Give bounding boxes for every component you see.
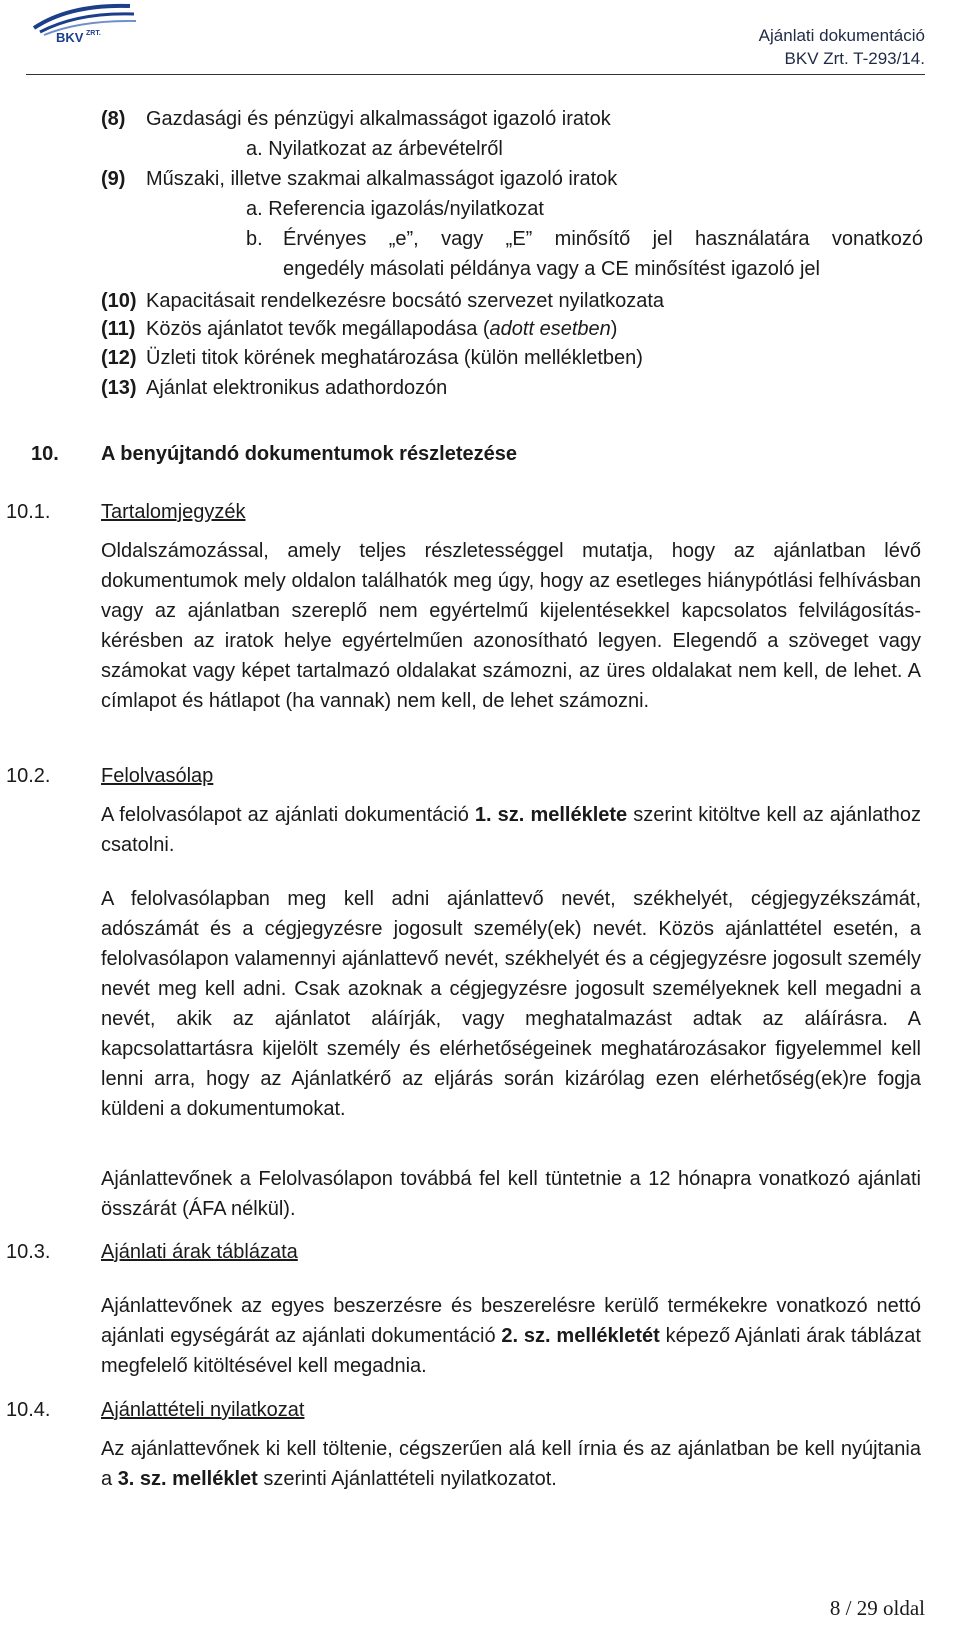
s103-bold-2: mellékletét — [556, 1325, 660, 1347]
bkv-logo — [30, 2, 140, 46]
list-item-9b-line2: engedély másolati példánya vagy a CE minősítést igazoló jel — [283, 258, 820, 280]
list-num-9: (9) — [101, 168, 126, 190]
section-10-2-para-3: Ajánlattevőnek a Felolvasólapon továbbá fel kell tüntetnie a 12 hónapra vonatkozó ajánlati összárát (ÁFA nélkül). — [101, 1168, 921, 1220]
s102-p1-bold-1: 1. sz. — [474, 804, 525, 826]
list-item-9a: a. Referencia igazolás/nyilatkozat — [246, 198, 544, 220]
page-header — [0, 0, 960, 80]
section-10-2-para-1 — [101, 800, 921, 860]
list-item-12: Üzleti titok körének meghatározása (külön mellékletben) — [146, 347, 643, 369]
header-rule — [26, 74, 925, 75]
s102-p1-tail: szerint kitöltve kell az ajánlathoz csatolni. — [101, 804, 921, 856]
list-num-13: (13) — [101, 377, 137, 399]
list-num-11: (11) — [101, 318, 136, 340]
logo-sup: ZRT. — [86, 30, 101, 37]
list-item-8a: a. Nyilatkozat az árbevételről — [246, 138, 503, 160]
list-item-9b-letter: b. — [246, 228, 263, 250]
section-10-number: 10. — [31, 443, 59, 465]
section-10-1-number: 10.1. — [6, 501, 51, 523]
section-10-title: A benyújtandó dokumentumok részletezése — [101, 443, 518, 465]
list-item-11-italic: adott esetben — [489, 318, 611, 340]
list-num-10: (10) — [101, 290, 137, 312]
list-item-9: Műszaki, illetve szakmai alkalmasságot igazoló iratok — [146, 168, 618, 190]
s103-tail: képező Ajánlati árak táblázat megfelelő kitöltésével kell megadnia. — [101, 1325, 921, 1377]
section-10-2-para-2: A felolvasólapban meg kell adni ajánlattevő nevét, székhelyét, cégjegyzékszámát, adószámát és a cégjegyzésre jogosult személy(ek) nevét. Közös ajánlattétel esetén, a felolvasólapon valamennyi ajánlattevő nevét, székhelyét és a cégjegyzésre jogosult személy nevét meg kell adni. Csak azoknak a cégjegyzésre jogosult személyeknek kell megadni a nevét, akik az ajánlatot aláírják, vagy meghatalmazást adtak az aláírásra. A kapcsolattartásra kijelölt személy és elérhetőségeinek meghatározásakor figyelemmel kell lenni arra, hogy az Ajánlatkérő az eljárás során kizárólag ezen elérhetőség(ek)re fogja küldeni a dokumentumokat. — [101, 888, 921, 1120]
list-item-13: Ajánlat elektronikus adathordozón — [146, 377, 448, 399]
list-item-10: Kapacitásait rendelkezésre bocsátó szervezet nyilatkozata — [146, 290, 665, 312]
s103-bold-1: 2. sz. — [501, 1325, 551, 1347]
logo-text: BKV — [56, 30, 84, 45]
list-item-8: Gazdasági és pénzügyi alkalmasságot igazoló iratok — [146, 108, 611, 130]
section-10-1-title: Tartalomjegyzék — [101, 501, 246, 523]
doc-title: Ajánlati dokumentáció — [758, 26, 925, 45]
list-num-8: (8) — [101, 108, 126, 130]
section-10-3-title: Ajánlati árak táblázata — [101, 1241, 298, 1263]
section-10-3-number: 10.3. — [6, 1241, 51, 1263]
section-10-3-para — [101, 1291, 921, 1381]
s104-text: Az ajánlattevőnek ki kell töltenie, cégszerűen alá kell írnia és az ajánlatban be kell nyújtania a — [101, 1438, 921, 1490]
s104-bold-1: 3. sz. — [117, 1468, 167, 1490]
list-item-9b-line1: Érvényes „e”, vagy „E” minősítő jel használatára vonatkozó — [283, 228, 923, 250]
section-10-4-title: Ajánlattételi nyilatkozat — [101, 1399, 305, 1421]
section-10-2-title: Felolvasólap — [101, 765, 214, 787]
section-10-4-para — [101, 1434, 921, 1494]
page-number: 8 / 29 oldal — [829, 1596, 925, 1620]
list-item-11 — [146, 314, 617, 344]
doc-ref: BKV Zrt. T-293/14. — [784, 49, 925, 68]
list-num-12: (12) — [101, 347, 137, 369]
s102-p1-text: A felolvasólapot az ajánlati dokumentáció — [101, 804, 475, 826]
list-item-11-text: Közös ajánlatot tevők megállapodása ( — [146, 318, 490, 340]
list-item-11-close: ) — [610, 318, 618, 340]
s104-bold-2: melléklet — [172, 1468, 258, 1490]
s104-tail: szerinti Ajánlattételi nyilatkozatot. — [257, 1468, 557, 1490]
section-10-2-number: 10.2. — [6, 765, 51, 787]
s103-text: Ajánlattevőnek az egyes beszerzésre és beszerelésre kerülő termékekre vonatkozó nettó ajánlati egységárát az ajánlati dokumentáció — [101, 1295, 921, 1347]
s102-p1-bold-2: melléklete — [530, 804, 628, 826]
header-info — [759, 24, 925, 70]
section-10-4-number: 10.4. — [6, 1399, 51, 1421]
section-10-1-body: Oldalszámozással, amely teljes részletességgel mutatja, hogy az ajánlatban lévő dokumentumok mely oldalon találhatók meg úgy, hogy az esetleges hiánypótlási felhívásban vagy az ajánlatban szereplő nem egyértelmű kijelentésekkel kapcsolatos felvilágosítás-kérésben az iratok helye egyértelműen azonosítható legyen. Elegendő a szöveget vagy számokat vagy képet tartalmazó oldalakat számozni, az üres oldalakat nem kell, de lehet. A címlapot és hátlapot (ha vannak) nem kell, de lehet számozni. — [101, 540, 921, 712]
